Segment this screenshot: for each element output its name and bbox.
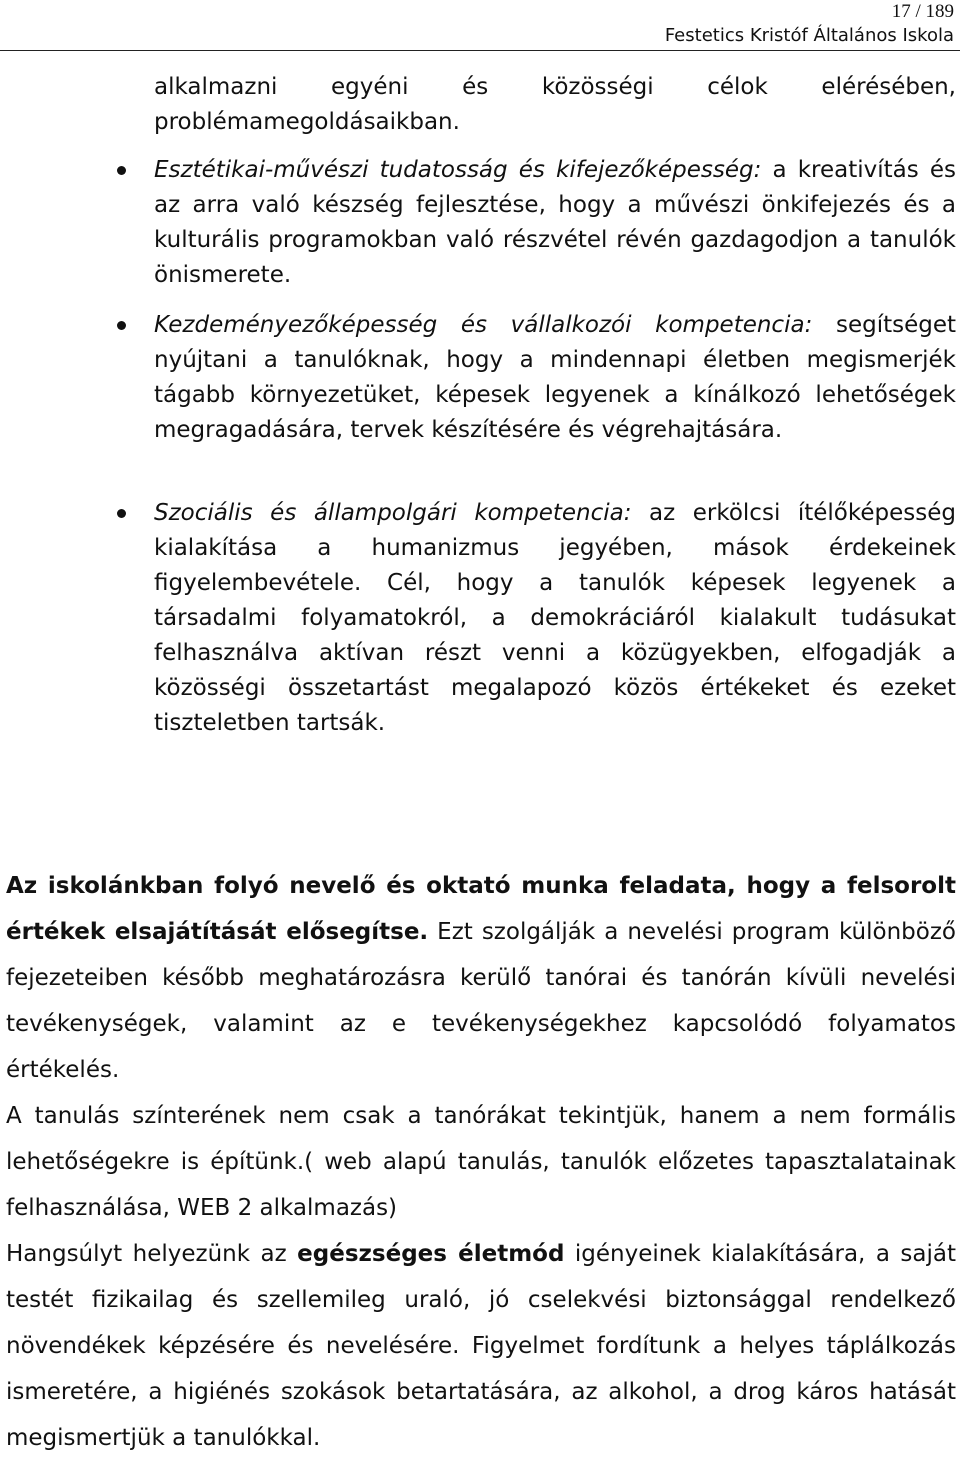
- bullet-icon: [117, 166, 126, 175]
- header-school-name: Festetics Kristóf Általános Iskola: [664, 25, 954, 46]
- competency-term: Szociális és állampolgári kompetencia:: [154, 500, 632, 526]
- competency-description: segítséget nyújtani a tanulóknak, hogy a mindennapi életben megismerjék tágabb környezetüket, képesek legyenek a kínálkozó lehetőségek megragadására, tervek készítésére és végrehajtására.: [154, 312, 957, 443]
- page-number: 17 / 189: [891, 1, 954, 22]
- competency-description: a kreativítás és az arra való készség fejlesztése, hogy a művészi önkifejezés és a kulturális programokban való részvétel révén gazdagodjon a tanulók önismerete.: [154, 157, 957, 288]
- list-item: [154, 153, 956, 293]
- paragraph-health-start: Hangsúlyt helyezünk az: [6, 1241, 298, 1267]
- paragraph-health-emphasis: egészséges életmód: [297, 1241, 565, 1267]
- paragraph-health-text: igényeinek kialakítására, a saját testét fizikailag és szellemileg uraló, jó cselekvési biztonsággal rendelkező növendékek képzésére és nevelésére. Figyelmet fordítunk a helyes táplálkozás ismeretére, a higiénés szokások betartatására, az alkohol, a drog káros hatását megismertjük a tanulókkal.: [6, 1241, 956, 1451]
- intro-text: alkalmazni egyéni és közösségi célok elérésében, problémamegoldásaikban.: [154, 74, 956, 135]
- paragraph-learning: A tanulás színterének nem csak a tanórákat tekintjük, hanem a nem formális lehetőségekre is építünk.( web alapú tanulás, tanulók előzetes tapasztalatainak felhasználása, WEB 2 alkalmazás): [6, 1103, 956, 1221]
- bullet-icon: [117, 321, 126, 330]
- paragraph-task-text: Ezt szolgálják a nevelési program különböző fejezeteiben később meghatározásra kerülő tanórai és tanórán kívüli nevelési tevékenységek, valamint az e tevékenységekhez kapcsolódó folyamatos értékelés.: [6, 919, 956, 1083]
- paragraph-healthy-lifestyle: [6, 1231, 956, 1461]
- competency-description: az erkölcsi ítélőképesség kialakítása a humanizmus jegyében, mások érdekeinek figyelembevétele. Cél, hogy a tanulók képesek legyenek a társadalmi folyamatokról, a demokráciáról kialakult tudásukat felhasználva aktívan részt venni a közügyekben, elfogadják a közösségi összetartást megalapozó közös értékeket és ezeket tiszteletben tartsák.: [154, 500, 956, 736]
- page-header: [665, 0, 954, 49]
- competency-term: Esztétikai-művészi tudatosság és kifejezőképesség:: [154, 157, 762, 183]
- list-item: [154, 496, 956, 741]
- list-item: [154, 308, 956, 448]
- header-divider: [0, 50, 960, 51]
- competency-term: Kezdeményezőképesség és vállalkozói kompetencia:: [154, 312, 813, 338]
- paragraph-task-emphasis: Az iskolánkban folyó nevelő és oktató munka feladata, hogy a felsorolt értékek elsajátítását elősegítse.: [6, 873, 956, 945]
- bullet-icon: [117, 509, 126, 518]
- paragraph-task: [6, 863, 956, 1093]
